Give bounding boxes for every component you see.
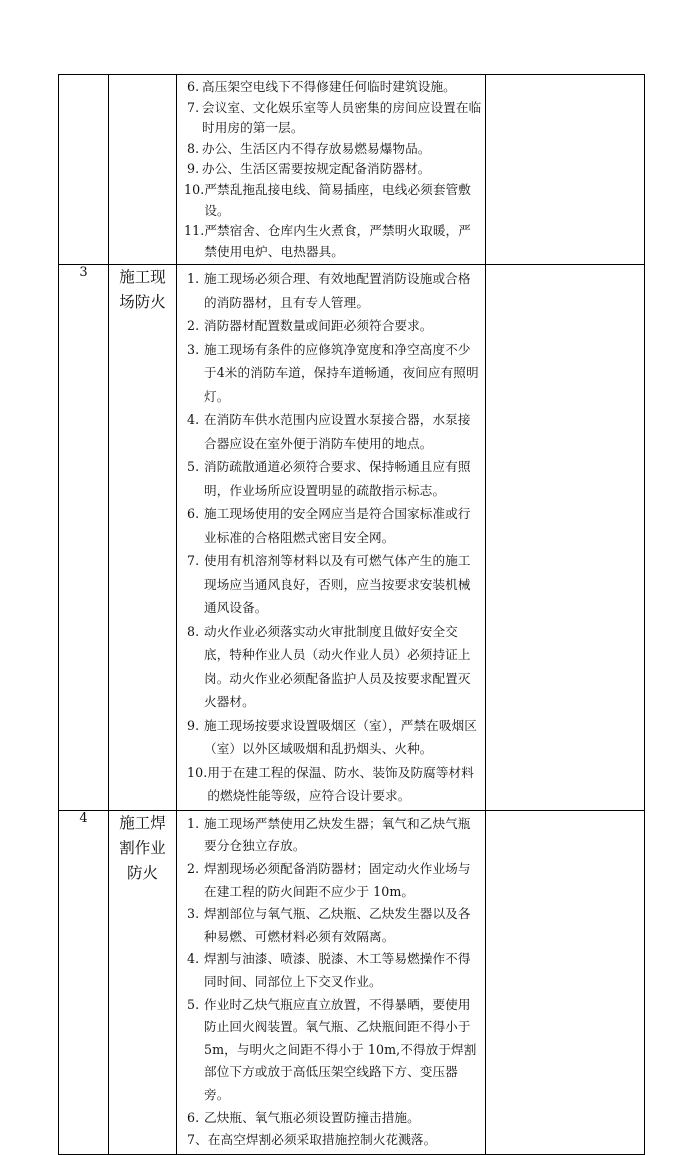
requirements-list <box>177 265 485 810</box>
remarks-cell <box>486 810 645 1154</box>
list-item: 10. 严禁乱拖乱接电线、简易插座，电线必须套管敷设。 <box>184 181 471 218</box>
list-item: 8. 办公、生活区内不得存放易燃易爆物品。 <box>187 140 431 156</box>
list-item: 5. 消防疏散通道必须符合要求、保持畅通且应有照明，作业场所应设置明显的疏散指示标志。 <box>187 459 471 498</box>
list-item: 10. 用于在建工程的保温、防水、装饰及防腐等材料的燃烧性能等级，应符合设计要求。 <box>187 764 474 804</box>
list-item: 6. 乙炔瓶、氧气瓶必须设置防撞击措施。 <box>187 1109 420 1125</box>
requirements-list <box>177 811 485 1154</box>
list-item: 9. 办公、生活区需要按规定配备消防器材。 <box>187 161 431 177</box>
requirements-cell <box>177 75 486 265</box>
row-number-cell: 3 <box>59 265 109 811</box>
row-number-cell <box>59 75 109 265</box>
list-item: 4. 焊割与油漆、喷漆、脱漆、木工等易燃操作不得同时间、同部位上下交叉作业。 <box>187 951 471 989</box>
requirements-cell <box>177 265 486 811</box>
list-item: 1. 施工现场必须合理、有效地配置消防设施或合格的消防器材，且有专人管理。 <box>187 271 471 310</box>
requirements-list <box>177 75 485 264</box>
list-item: 6. 高压架空电线下不得修建任何临时建筑设施。 <box>187 79 456 94</box>
category-line: 防火 <box>126 863 158 882</box>
table-row-3 <box>59 265 645 811</box>
table-row-continued <box>59 75 645 265</box>
list-item: 3. 焊割部位与氧气瓶、乙炔瓶、乙炔发生器以及各种易燃、可燃材料必须有效隔离。 <box>187 906 471 944</box>
fire-safety-inspection-table <box>58 74 645 1155</box>
list-item: 11. 严禁宿舍、仓库内生火煮食，严禁明火取暖，严禁使用电炉、电热器具。 <box>184 223 471 259</box>
remarks-cell <box>486 75 645 265</box>
category-line: 割作业 <box>119 838 166 857</box>
list-item: 1. 施工现场严禁使用乙炔发生器；氧气和乙炔气瓶要分仓独立存放。 <box>187 815 471 854</box>
list-item: 3. 施工现场有条件的应修筑净宽度和净空高度不少于4米的消防车道，保持车道畅通，夜间应有照明灯。 <box>187 341 479 404</box>
category-line: 施工现 <box>119 268 166 287</box>
list-item: 6. 施工现场使用的安全网应当是符合国家标准或行业标准的合格阻燃式密目安全网。 <box>187 506 471 545</box>
list-item: 7. 会议室、文化娱乐室等人员密集的房间应设置在临时用房的第一层。 <box>187 99 482 136</box>
table-row-4 <box>59 810 645 1154</box>
list-item: 9. 施工现场按要求设置吸烟区（室），严禁在吸烟区（室）以外区域吸烟和乱扔烟头、火种。 <box>187 717 477 757</box>
row-number-cell: 4 <box>59 810 109 1154</box>
category-cell <box>109 810 177 1154</box>
list-item: 2. 消防器材配置数量或间距必须符合要求。 <box>187 318 433 334</box>
category-line: 场防火 <box>119 293 166 312</box>
requirements-cell <box>177 810 486 1154</box>
list-item: 8. 动火作业必须落实动火审批制度且做好安全交底，特种作业人员（动火作业人员）必须持证上岗。动火作业必须配备监护人员及按要求配置灭火器材。 <box>187 623 471 710</box>
list-item: 5. 作业时乙炔气瓶应直立放置，不得暴晒，要使用防止回火阀装置。氧气瓶、乙炔瓶间距不得小于 5m，与明火之间距不得小于 10m,不得放于焊割部位下方或放于高低压架空线路下方、变压器旁。 <box>187 996 477 1102</box>
list-item: 7、 在高空焊割必须采取措施控制火花溅落。 <box>187 1132 437 1148</box>
category-cell <box>109 75 177 265</box>
list-item: 7. 使用有机溶剂等材料以及有可燃气体产生的施工现场应当通风良好，否则，应当按要求安装机械通风设备。 <box>187 553 471 616</box>
category-cell <box>109 265 177 811</box>
list-item: 2. 焊割现场必须配备消防器材；固定动火作业场与在建工程的防火间距不应少于 10m。 <box>187 861 471 899</box>
category-line: 施工焊 <box>119 813 166 832</box>
list-item: 4. 在消防车供水范围内应设置水泵接合器，水泵接合器应设在室外便于消防车使用的地点。 <box>187 412 471 451</box>
remarks-cell <box>486 265 645 811</box>
